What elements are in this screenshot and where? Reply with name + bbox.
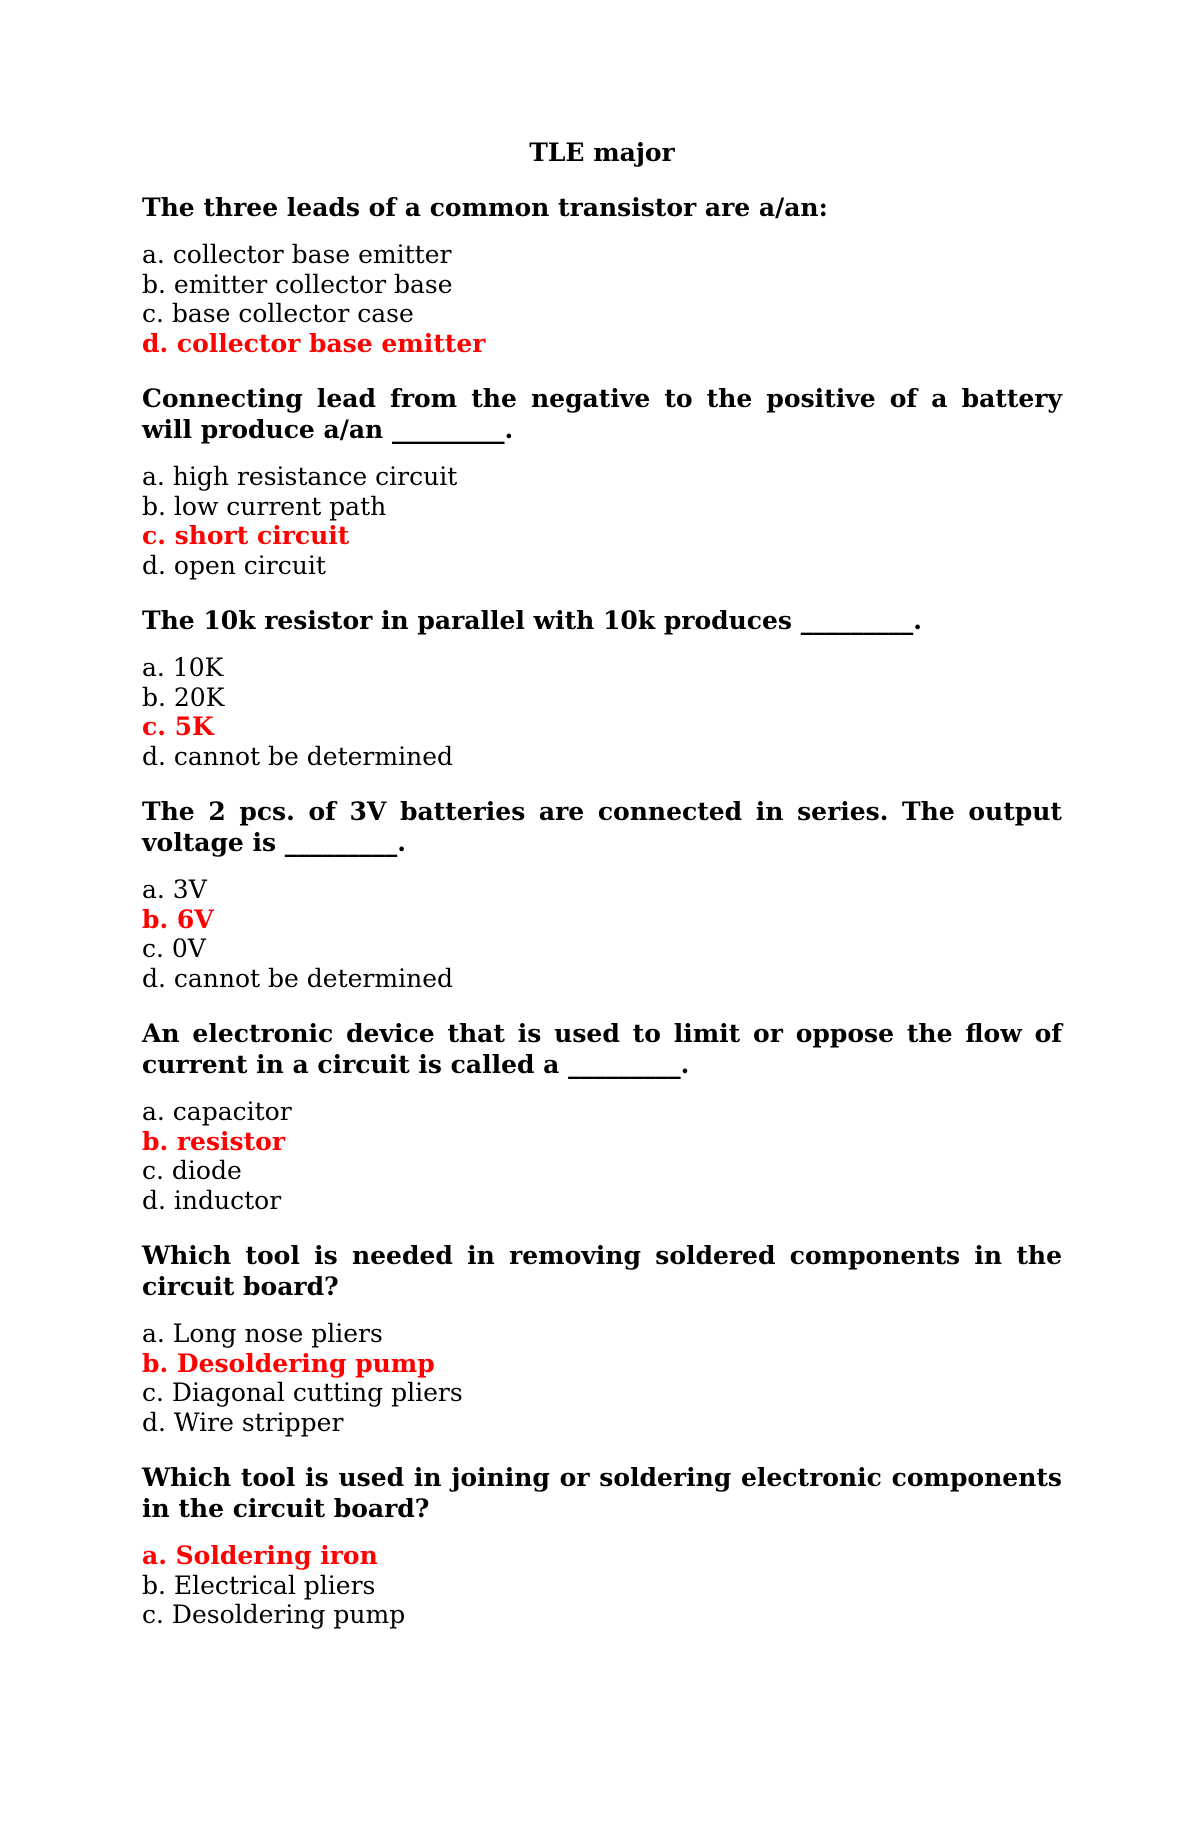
question-text: Which tool is used in joining or soldering electronic components in the circuit board? bbox=[142, 1463, 1062, 1523]
question-text: An electronic device that is used to limit or oppose the flow of current in a circuit is called a _________. bbox=[142, 1019, 1062, 1079]
question-3 bbox=[142, 605, 1062, 771]
option-c-correct-answer: c. 5K bbox=[142, 712, 214, 741]
answer-options bbox=[142, 1541, 1062, 1630]
question-text: The 10k resistor in parallel with 10k produces _________. bbox=[142, 606, 922, 635]
option-c: c. diode bbox=[142, 1156, 242, 1185]
option-a: a. 3V bbox=[142, 875, 207, 904]
option-b-correct-answer: b. 6V bbox=[142, 904, 214, 934]
option-a: a. high resistance circuit bbox=[142, 462, 458, 491]
answer-options bbox=[142, 462, 1062, 580]
option-b: b. low current path bbox=[142, 491, 387, 521]
document-page bbox=[142, 138, 1062, 1655]
question-7 bbox=[142, 1462, 1062, 1630]
option-b-correct-answer: b. Desoldering pump bbox=[142, 1348, 435, 1378]
option-a: a. capacitor bbox=[142, 1097, 292, 1126]
question-text: The three leads of a common transistor are a/an: bbox=[142, 193, 828, 222]
question-1 bbox=[142, 192, 1062, 358]
question-5 bbox=[142, 1018, 1062, 1215]
option-a: a. Long nose pliers bbox=[142, 1319, 383, 1348]
question-text: Which tool is needed in removing soldered components in the circuit board? bbox=[142, 1241, 1062, 1301]
option-d: d. cannot be determined bbox=[142, 741, 453, 771]
option-a: a. 10K bbox=[142, 653, 224, 682]
question-text: The 2 pcs. of 3V batteries are connected in series. The output voltage is _________. bbox=[142, 797, 1062, 857]
option-d: d. cannot be determined bbox=[142, 963, 453, 993]
question-text: Connecting lead from the negative to the positive of a battery will produce a/an _________. bbox=[142, 384, 1062, 444]
option-b-correct-answer: b. resistor bbox=[142, 1126, 286, 1156]
option-c: c. Desoldering pump bbox=[142, 1600, 406, 1629]
option-b: b. Electrical pliers bbox=[142, 1570, 376, 1600]
question-6 bbox=[142, 1240, 1062, 1437]
option-a-correct-answer: a. Soldering iron bbox=[142, 1541, 378, 1570]
option-c: c. 0V bbox=[142, 934, 206, 963]
option-b: b. emitter collector base bbox=[142, 269, 453, 299]
option-c: c. base collector case bbox=[142, 299, 414, 328]
answer-options bbox=[142, 1097, 1062, 1215]
document-title: TLE major bbox=[529, 138, 675, 167]
option-c-correct-answer: c. short circuit bbox=[142, 521, 350, 550]
option-d: d. open circuit bbox=[142, 550, 326, 580]
answer-options bbox=[142, 1319, 1062, 1437]
option-c: c. Diagonal cutting pliers bbox=[142, 1378, 463, 1407]
question-4 bbox=[142, 796, 1062, 993]
option-d: d. inductor bbox=[142, 1185, 282, 1215]
question-2 bbox=[142, 383, 1062, 580]
answer-options bbox=[142, 875, 1062, 993]
option-a: a. collector base emitter bbox=[142, 240, 452, 269]
option-b: b. 20K bbox=[142, 682, 225, 712]
option-d-correct-answer: d. collector base emitter bbox=[142, 328, 486, 358]
answer-options bbox=[142, 653, 1062, 771]
answer-options bbox=[142, 240, 1062, 358]
option-d: d. Wire stripper bbox=[142, 1407, 344, 1437]
